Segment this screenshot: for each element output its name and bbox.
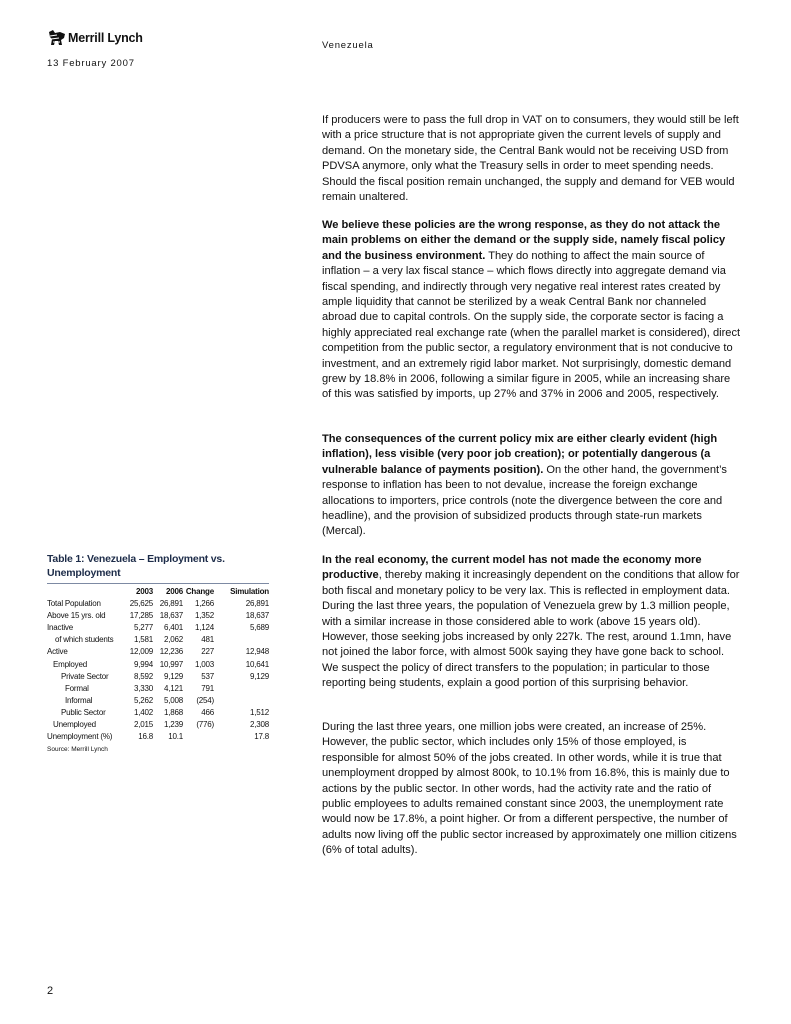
row-label: Unemployed — [53, 720, 96, 730]
table-cell: 17,285 — [129, 611, 153, 621]
table-cell: 481 — [201, 635, 214, 645]
row-label: Above 15 yrs. old — [47, 611, 106, 621]
table-header-cell: Simulation — [230, 587, 269, 596]
row-label: Total Population — [47, 599, 101, 609]
paragraph-text: They do nothing to affect the main source of inflation – a very lax fiscal stance – which flows directly into aggregate demand via fiscal spending, and indirectly through very negative real interest rates created by ample liquidity that cannot be sterilized by a weak Central Bank nor channeled abroad due to capital controls. On the supply side, the corporate sector is facing a highly appreciated real exchange rate (when the parallel market is considered), direct competition from the public sector, a regulatory environment that is not conducive to investment, and an extremely rigid labor market. Not surprisingly, domestic demand grew by 18.8% in 2006, following a similar figure in 2005, while an increasing share of this was satisfied by imports, up 27% and 37% in 2006 and 2005, respectively. — [322, 249, 741, 401]
report-date: 13 February 2007 — [47, 58, 135, 69]
report-country: Venezuela — [322, 40, 374, 51]
table-cell: 1,003 — [194, 659, 214, 669]
row-label: Active — [47, 647, 68, 657]
table-cell: 6,401 — [163, 623, 183, 633]
table-cell: 10,641 — [245, 659, 269, 669]
table-cell — [214, 683, 269, 695]
employment-table — [47, 586, 269, 743]
table-cell: (254) — [196, 695, 214, 705]
table-cell: 791 — [201, 683, 214, 693]
table-cell: 2,062 — [163, 635, 183, 645]
table-cell: 17.8 — [254, 732, 269, 742]
table-row — [47, 683, 269, 695]
table-cell: 5,277 — [133, 623, 153, 633]
table-cell: 227 — [201, 647, 214, 657]
table-cell: 5,689 — [249, 623, 269, 633]
paragraph-lead: The consequences of the current policy mix are either clearly evident (high inflation), less visible (very poor job creation); or potentially dangerous (a vulnerable balance of payments position). — [322, 433, 718, 476]
brand-name: Merrill Lynch — [68, 31, 143, 45]
table-header-cell — [47, 586, 123, 598]
paragraph-5 — [322, 720, 742, 859]
table-cell — [183, 731, 214, 743]
table-cell: (776) — [196, 720, 214, 730]
bull-logo-icon — [47, 28, 67, 48]
table-row — [47, 671, 269, 683]
table-row — [47, 707, 269, 719]
table-row — [47, 622, 269, 634]
table-cell: 1,352 — [194, 611, 214, 621]
row-label: Informal — [65, 695, 93, 705]
paragraph-3 — [322, 432, 742, 540]
paragraph-text: , thereby making it increasingly dependent on the conditions that allow for both fiscal and monetary policy to be very lax. This is reflected in employment data. During the last three years, the population of Venezuela grew by 1.3 million people, with a similar increase in those considered able to work (above 15 years old). However, those seeking jobs increased by only 227k. The rest, around 1.1mn, have not joined the labor force, with almost 500k saying they have gone back to school. We suspect the policy of direct transfers to the population; in particular to those reporting being students, explain a good portion of this surprising behavior. — [322, 569, 740, 690]
paragraph-4 — [322, 553, 742, 692]
table-row — [47, 646, 269, 658]
table-cell: 12,948 — [245, 647, 269, 657]
table-cell: 3,330 — [133, 683, 153, 693]
table-cell: 1,266 — [194, 599, 214, 609]
table-cell: 10.1 — [168, 732, 183, 742]
table-cell: 1,124 — [194, 623, 214, 633]
row-label: Inactive — [47, 623, 73, 633]
table-row — [47, 634, 269, 646]
table-cell: 9,129 — [249, 671, 269, 681]
table-cell: 16.8 — [138, 732, 153, 742]
table-header-row — [47, 586, 269, 598]
table-row — [47, 731, 269, 743]
table-header-cell: Change — [185, 587, 214, 596]
table-cell: 537 — [201, 671, 214, 681]
table-cell: 5,008 — [163, 695, 183, 705]
table-row — [47, 695, 269, 707]
table-cell — [214, 695, 269, 707]
table-cell: 18,637 — [245, 611, 269, 621]
table-cell: 2,308 — [249, 720, 269, 730]
table-cell: 466 — [201, 707, 214, 717]
table-cell: 8,592 — [133, 671, 153, 681]
table-row — [47, 610, 269, 622]
row-label: Unemployment (%) — [47, 732, 113, 742]
table-row — [47, 719, 269, 731]
table-cell: 18,637 — [159, 611, 183, 621]
table-cell: 2,015 — [133, 720, 153, 730]
paragraph-1 — [322, 113, 742, 205]
paragraph-lead: In the real economy, the current model has not made the economy more productive — [322, 554, 702, 582]
paragraph-2 — [322, 218, 742, 403]
row-label: of which students — [55, 635, 114, 645]
table-cell: 4,121 — [163, 683, 183, 693]
brand-logo — [47, 28, 143, 48]
table-cell: 1,868 — [163, 707, 183, 717]
employment-table-block — [47, 553, 269, 753]
table-cell: 12,236 — [159, 647, 183, 657]
table-cell: 5,262 — [133, 695, 153, 705]
table-cell: 1,581 — [133, 635, 153, 645]
table-cell: 25,625 — [129, 599, 153, 609]
page-number: 2 — [47, 985, 54, 997]
table-row — [47, 598, 269, 610]
table-cell: 1,402 — [133, 707, 153, 717]
row-label: Employed — [53, 659, 87, 669]
paragraph-text: If producers were to pass the full drop in VAT on to consumers, they would still be left with a price structure that is not appropriate given the current levels of supply and demand. On the monetary side, the Central Bank would not be receiving USD from PDVSA anymore, only what the Treasury sells in order to meet spending needs. Should the fiscal position remain unchanged, the supply and demand for VEB would remain unaltered. — [322, 114, 739, 204]
table-title: Table 1: Venezuela – Employment vs. Unemployment — [47, 553, 225, 579]
table-cell: 26,891 — [159, 599, 183, 609]
table-header-cell: 2006 — [166, 587, 183, 596]
paragraph-lead: We believe these policies are the wrong response, as they do not attack the main problems on either the demand or the supply side, namely fiscal policy and the business environment. — [322, 219, 726, 262]
table-cell: 10,997 — [159, 659, 183, 669]
row-label: Public Sector — [61, 707, 106, 717]
paragraph-text: During the last three years, one million jobs were created, an increase of 25%. However, the public sector, which includes only 15% of those employed, is responsible for almost 50% of the jobs created. In other words, while it is true that unemployment dropped by almost 800k, to 10.1% from 16.8%, this is mainly due to actions by the public sector. In other words, had the activity rate and the ratio of public employees to adults remained constant since 2003, the unemployment rate would now be 17.8%, a point higher. Or from a different perspective, the number of adults now living off the public sector increased by approximately one million citizens (6% of total adults). — [322, 721, 737, 857]
table-row — [47, 659, 269, 671]
table-cell — [214, 634, 269, 646]
table-cell: 1,239 — [163, 720, 183, 730]
table-source: Source: Merrill Lynch — [47, 746, 108, 754]
table-cell: 26,891 — [245, 599, 269, 609]
table-header-cell: 2003 — [136, 587, 153, 596]
row-label: Private Sector — [61, 671, 109, 681]
row-label: Formal — [65, 683, 89, 693]
table-cell: 9,994 — [133, 659, 153, 669]
table-cell: 1,512 — [249, 707, 269, 717]
table-cell: 9,129 — [163, 671, 183, 681]
paragraph-text: On the other hand, the government’s response to inflation has been to not devalue, increase the foreign exchange allocations to importers, price controls (note the divergence between the core and headline), and the provision of subsidized products through state-run markets (Mercal). — [322, 463, 727, 538]
table-divider — [47, 583, 269, 584]
table-cell: 12,009 — [129, 647, 153, 657]
